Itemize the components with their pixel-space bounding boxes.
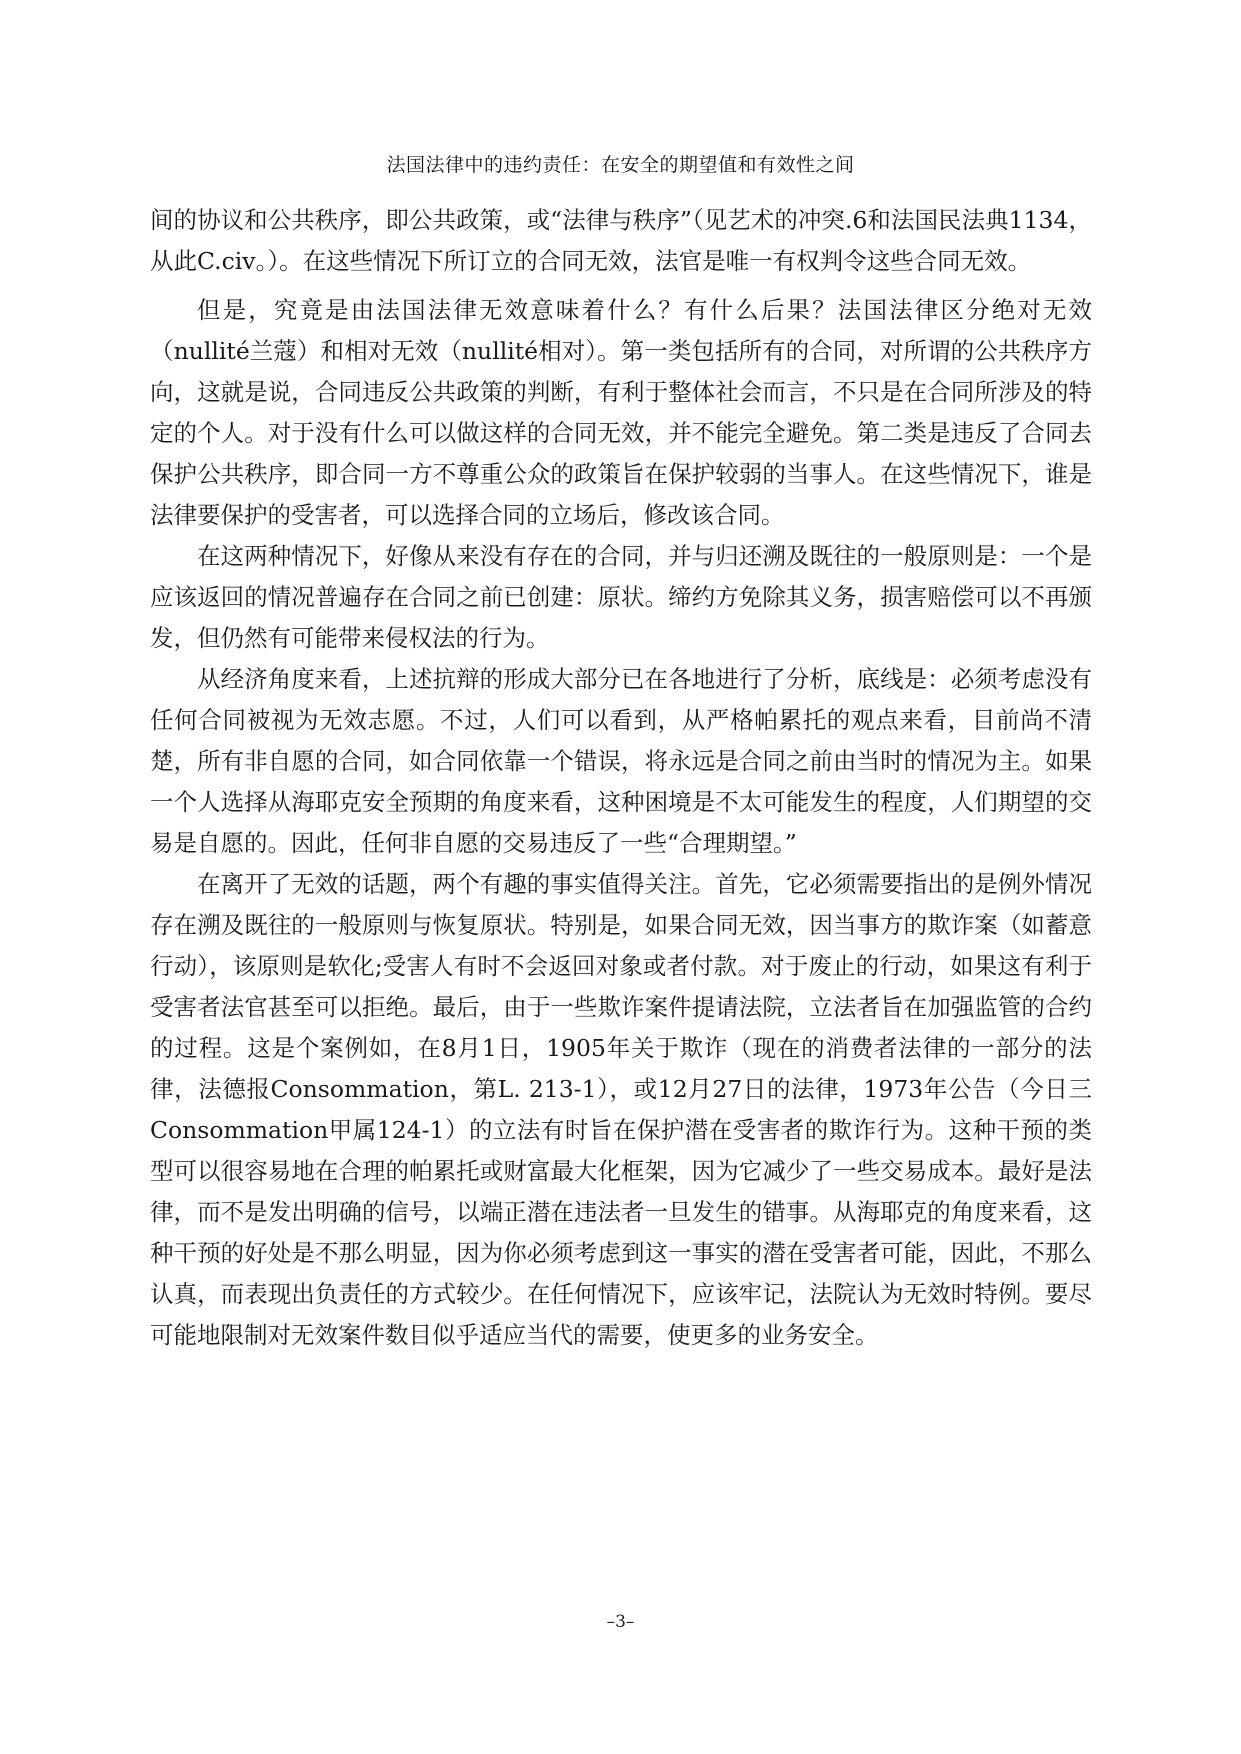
paragraph: 在这两种情况下，好像从来没有存在的合同，并与归还溯及既往的一般原则是：一个是应该返回的情况普遍存在合同之前已创建：原状。缔约方免除其义务，损害赔偿可以不再颁发，但仍然有可能带来侵权法的行为。 (150, 542, 1092, 652)
body-text (150, 200, 1092, 1356)
paragraph: 在离开了无效的话题，两个有趣的事实值得关注。首先，它必须需要指出的是例外情况存在溯及既往的一般原则与恢复原状。特别是，如果合同无效，因当事方的欺诈案（如蓄意行动），该原则是软化;受害人有时不会返回对象或者付款。对于废止的行动，如果这有利于受害者法官甚至可以拒绝。最后，由于一些欺诈案件提请法院，立法者旨在加强监管的合约的过程。这是个案例如，在8月1日，1905年关于欺诈（现在的消费者法律的一部分的法律，法德报Consommation，第L. 213-1），或12月27日的法律，1973年公告（今日三Consommation甲属124-1）的立法有时旨在保护潜在受害者的欺诈行为。这种干预的类型可以很容易地在合理的帕累托或财富最大化框架，因为它减少了一些交易成本。最好是法律，而不是发出明确的信号，以端正潜在违法者一旦发生的错事。从海耶克的角度来看，这种干预的好处是不那么明显，因为你必须考虑到这一事实的潜在受害者可能，因此，不那么认真，而表现出负责任的方式较少。在任何情况下，应该牢记，法院认为无效时特例。要尽可能地限制对无效案件数目似乎适应当代的需要，使更多的业务安全。 (150, 870, 1092, 1349)
paragraph: 从经济角度来看，上述抗辩的形成大部分已在各地进行了分析，底线是：必须考虑没有任何合同被视为无效志愿。不过，人们可以看到，从严格帕累托的观点来看，目前尚不清楚，所有非自愿的合同，如合同依靠一个错误，将永远是合同之前由当时的情况为主。如果一个人选择从海耶克安全预期的角度来看，这种困境是不太可能发生的程度，人们期望的交易是自愿的。因此，任何非自愿的交易违反了一些“合理期望。” (150, 665, 1092, 857)
paragraph-continuation: 间的协议和公共秩序，即公共政策，或“法律与秩序”（见艺术的冲突.6和法国民法典1134，从此C.civ。）。在这些情况下所订立的合同无效，法官是唯一有权判令这些合同无效。 (150, 206, 1092, 275)
running-header: 法国法律中的违约责任：在安全的期望值和有效性之间 (386, 154, 855, 176)
page-number: –3– (606, 1612, 635, 1632)
paragraph: 但是，究竟是由法国法律无效意味着什么？有什么后果？法国法律区分绝对无效（nullité兰蔻）和相对无效（nullité相对）。第一类包括所有的合同，对所谓的公共秩序方向，这就是说，合同违反公共政策的判断，有利于整体社会而言，不只是在合同所涉及的特定的个人。对于没有什么可以做这样的合同无效，并不能完全避免。第二类是违反了合同去保护公共秩序，即合同一方不尊重公众的政策旨在保护较弱的当事人。在这些情况下，谁是法律要保护的受害者，可以选择合同的立场后，修改该合同。 (150, 296, 1092, 529)
